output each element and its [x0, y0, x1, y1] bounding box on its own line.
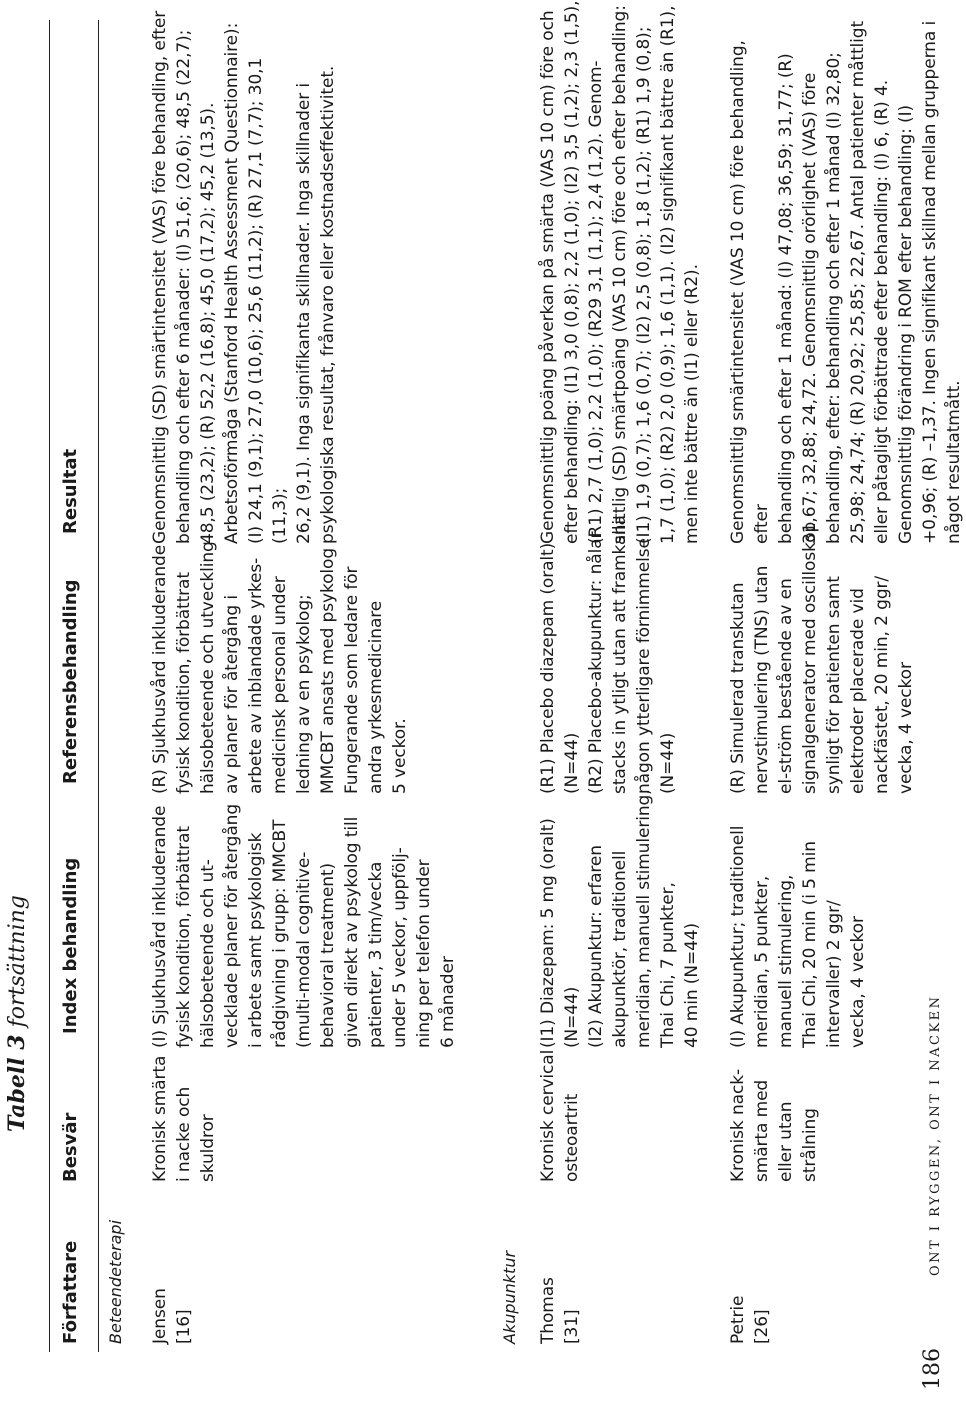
page-number: 186: [920, 1348, 945, 1390]
cell-author: Jensen [16]: [150, 1288, 194, 1344]
cell-index: (I1) Diazepam: 5 mg (oralt) (N=44) (I2) Akupunktur: erfaren akupunktör, traditionell meridian, manuell stimulering, Thai Chi, 7 punkter, 40 min (N=44): [538, 789, 702, 1048]
cell-reference: (R) Simulerad transkutan nervstimulering (TNS) utan el-ström bestående av en signalgenerator med oscilloskop synligt för patienten samt elektroder placerade vid nackfästet, 20 min, 2 ggr/ vecka, 4 veckor: [728, 521, 916, 794]
cell-reference: (R1) Placebo diazepam (oralt) (N=44) (R2) Placebo-akupunktur: nålar stacks in ytligt utan att framkalla någon ytterligare förnimmelse (N=44): [538, 515, 678, 794]
cell-result: Genomsnittlig smärtintensitet (VAS 10 cm) före behandling, efter behandling och efter 1 månad: (I) 47,08; 36,59; 31,77; (R) 31,67; 32,88; 24,72. Genomsnittlig orörlighet (VAS) före behandling, efter: behandling och efter 1 månad (I) 32,80; 25,98; 24,74; (R) 20,92; 25,85; 22,67. Antal patienter måttligt eller påtagligt förbättrade efter behandling: (I) 6, (R) 4. Genomsnittlig förändring i ROM efter behandling: (I) +0,96; (R) –1,37. Ingen signifikant skillnad mellan grupperna i något resultatmått.: [728, 20, 964, 544]
table-title: [4, 895, 30, 1132]
cell-complaint: Kronisk nack- smärta med eller utan strålning: [728, 1069, 820, 1182]
cell-author: Thomas [31]: [538, 1277, 582, 1344]
cell-index: (I) Akupunktur; traditionell meridian, 5 punkter, manuell stimulering, Thai Chi, 20 min (i 5 min intervaller) 2 ggr/ vecka, 4 veckor: [728, 825, 868, 1048]
section-label: Akupunktur: [500, 1250, 519, 1344]
table-top-rule: [49, 20, 50, 1352]
running-header: ONT I RYGGEN, ONT I NACKEN: [928, 994, 943, 1276]
cell-reference: (R) Sjukhusvård inkluderande fysisk kondition, förbättrat hälsobeteende och utveckling av planer för återgång i arbete av inblandade yrkes- medicinsk personal under ledning av en psykolog; MMCBT ansats med psykolog Fungerande som ledare för andra yrkesmedicinare 5 veckor.: [150, 541, 410, 794]
cell-index: (I) Sjukhusvård inkluderande fysisk kondition, förbättrat hälsobeteende och ut- vecklade planer för återgång i arbete samt psykologisk rådgivning i grupp: MMCBT (multi-modal cognitive- behavioral treatment) given direkt av psykolog till patienter, 3 tim/vecka under 5 veckor, uppfölj- ning per telefon under 6 månader: [150, 803, 458, 1048]
column-header-index: Index behandling: [60, 857, 81, 1034]
table-title-suffix: fortsättning: [5, 895, 30, 1035]
column-header-complaint: Besvär: [60, 1112, 81, 1182]
column-header-result: Resultat: [60, 448, 81, 534]
column-header-author: Författare: [60, 1240, 81, 1344]
cell-complaint: Kronisk smärta i nacke och skuldror: [150, 1055, 218, 1182]
cell-complaint: Kronisk cervical osteoartrit: [538, 1049, 582, 1182]
table-title-label: Tabell 3: [4, 1034, 30, 1132]
cell-author: Petrie [26]: [728, 1295, 772, 1344]
section-label: Beteendeterapi: [106, 1219, 125, 1344]
cell-result: Genomsnittlig poäng påverkan på smärta (VAS 10 cm) före och efter behandling: (I1) 3,0 (0,8); 2,2 (1,0); (I2) 3,5 (1,2); 2,3 (1,5), (R1) 2,7 (1,0); 2,2 (1,0); (R29 3,1 (1,1); 2,4 (1,2). Genom- snittlig (SD) smärtpoäng (VAS 10 cm) före och efter behandling: (I1) 1,9 (0,7); 1,6 (0,7); (I2) 2,5 (0,8); 1,8 (1,2); (R1) 1,9 (0,8); 1,7 (1,0); (R2) 2,0 (0,9); 1,6 (1,1). (I2) signifikant bättre än (R1), men inte bättre än (I1) eller (R2).: [538, 0, 702, 544]
column-header-reference: Referensbehandling: [60, 579, 81, 784]
cell-result: Genomsnittlig (SD) smärtintensitet (VAS) före behandling, efter behandling och efter 6 månader: (I) 51,6; (20,6); 48,5 (22,7); 48,5 (23,2); (R) 52,2 (16,8); 45,0 (17,2); 45,2 (13,5). Arbetsoförmåga (Stanford Health Assessment Questionnaire): (I) 24,1 (9,1); 27,0 (10,6); 25,6 (11,2); (R) 27,1 (7,7); 30,1 (11,3); 26,2 (9,1). Inga signifikanta skillnader. Inga skillnader i psykologiska resultat, frånvaro eller kostnadseffektivitet.: [150, 10, 338, 544]
header-bottom-rule: [98, 20, 99, 1352]
